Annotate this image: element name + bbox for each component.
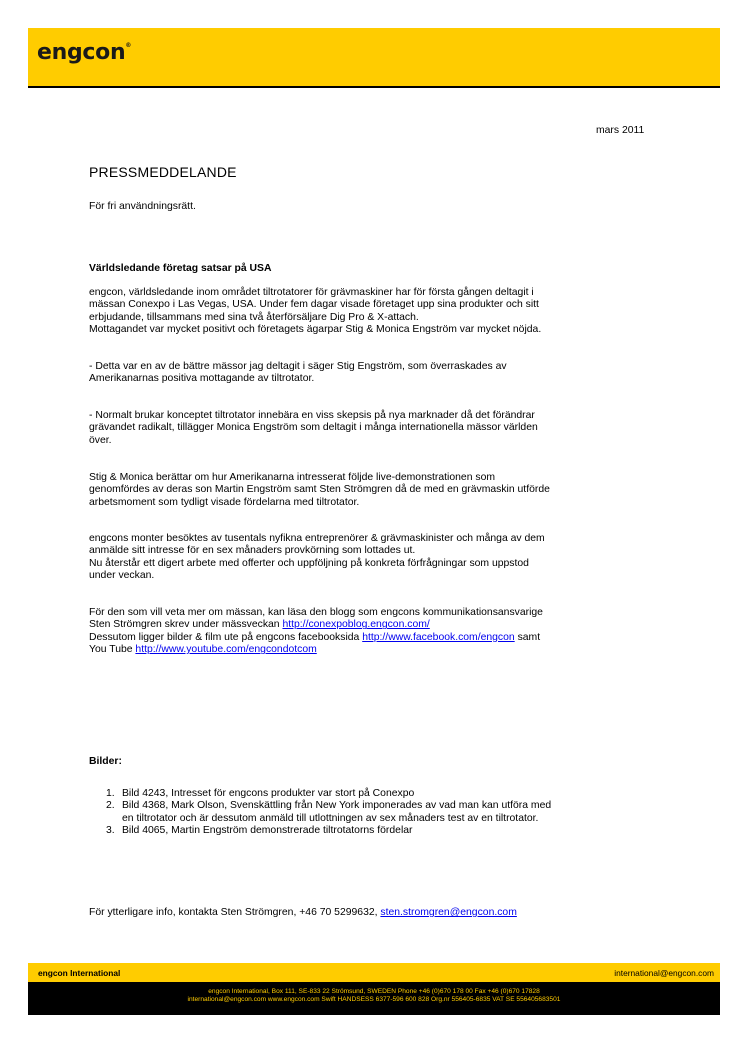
- contact-line: [89, 907, 689, 919]
- paragraph-5: [89, 533, 689, 583]
- text-line: grävandet radikalt, tillägger Monica Engström som deltagit i många internationella mässor världen: [89, 422, 538, 434]
- engcon-logo: [37, 40, 131, 65]
- document-subtitle: För fri användningsrätt.: [89, 201, 196, 212]
- document-title: PRESSMEDDELANDE: [89, 164, 237, 180]
- text-segment: samt: [514, 631, 541, 643]
- text-line: anmälde sitt intresse för en sex månaders provkörning som lottades ut.: [89, 545, 416, 557]
- text-line: en tiltrotator och är dessutom anmäld till utlottningen av sex månaders test av en tiltrotator.: [122, 812, 539, 824]
- footer-registration-line: international@engcon.com www.engcon.com Swift HANDSESS 6377-596 600 828 Org.nr 556405-6835 VAT SE 556405683501: [187, 996, 561, 1004]
- images-heading: Bilder:: [89, 756, 122, 767]
- text-line: engcons monter besöktes av tusentals nyfikna entreprenörer & grävmaskinister och många av dem: [89, 533, 545, 544]
- text-line: Bild 4065, Martin Engström demonstrerade tiltrotatorns fördelar: [122, 825, 413, 837]
- text-line: under veckan.: [89, 570, 155, 582]
- list-number: 2.: [106, 800, 115, 812]
- text-line: Stig & Monica berättar om hur Amerikanarna intresserat följde live-demonstrationen som: [89, 472, 496, 483]
- article-heading: Världsledande företag satsar på USA: [89, 263, 272, 274]
- list-number: 3.: [106, 825, 115, 837]
- header-band: [28, 28, 720, 88]
- list-item: [106, 788, 686, 800]
- footer-address-block: [28, 982, 720, 1015]
- list-item: [106, 800, 686, 825]
- text-line: arbetsmoment som tydligt visade fördelarna med tiltrotator.: [89, 496, 360, 508]
- text-line: erbjudande, tillsammans med sina två återförsäljare Dig Pro & X-attach.: [89, 311, 419, 323]
- text-line: Mottagandet var mycket positivt och företagets ägarpar Stig & Monica Engström var mycket nöjda.: [89, 324, 542, 336]
- text-line: Bild 4243, Intresset för engcons produkter var stort på Conexpo: [122, 788, 415, 799]
- conexpo-blog-link[interactable]: http://conexpoblog.engcon.com/: [282, 619, 430, 631]
- contact-email-link[interactable]: sten.stromgren@engcon.com: [380, 907, 517, 918]
- text-line: Nu återstår ett digert arbete med offerter och uppföljning på konkreta förfrågningar som uppstod: [89, 557, 529, 569]
- footer-company: engcon International: [38, 968, 121, 978]
- paragraph-6: [89, 607, 689, 657]
- text-segment: Dessutom ligger bilder & film ute på engcons facebooksida: [89, 631, 363, 643]
- youtube-link[interactable]: http://www.youtube.com/engcondotcom: [135, 644, 317, 656]
- text-segment: Sten Strömgren skrev under mässveckan: [89, 619, 283, 631]
- footer-address-line: engcon International, Box 111, SE-833 22 Strömsund, SWEDEN Phone +46 (0)670 178 00 Fax +46 (0)670 17828: [208, 988, 540, 995]
- text-line: [89, 644, 689, 656]
- logo-registered-mark: ®: [125, 42, 132, 49]
- paragraph-4: [89, 472, 689, 509]
- images-list: [106, 788, 686, 838]
- text-line: genomfördes av deras son Martin Engström samt Sten Strömgren då de med en grävmaskin utförde: [89, 484, 550, 496]
- footer-band: [28, 963, 720, 982]
- text-line: [89, 632, 689, 644]
- text-line: mässan Conexpo i Las Vegas, USA. Under fem dagar visade företaget upp sina produkter och sitt: [89, 299, 539, 311]
- list-item: [106, 825, 686, 837]
- document-date: mars 2011: [596, 125, 645, 136]
- contact-text: För ytterligare info, kontakta Sten Strömgren, +46 70 5299632,: [89, 907, 381, 918]
- text-line: För den som vill veta mer om mässan, kan läsa den blogg som engcons kommunikationsansvarige: [89, 607, 543, 618]
- text-line: - Detta var en av de bättre mässor jag deltagit i säger Stig Engström, som överraskades av: [89, 361, 507, 372]
- text-segment: You Tube: [89, 644, 136, 656]
- text-line: Bild 4368, Mark Olson, Svenskättling från New York imponerades av vad man kan utföra med: [122, 800, 552, 812]
- text-line: engcon, världsledande inom området tiltrotatorer för grävmaskiner har för första gången deltagit i: [89, 287, 534, 298]
- paragraph-2: [89, 361, 689, 386]
- footer-email: international@engcon.com: [614, 968, 714, 978]
- paragraph-1: [89, 287, 689, 337]
- text-line: - Normalt brukar konceptet tiltrotator innebära en viss skepsis på nya marknader då det förändrar: [89, 410, 535, 421]
- paragraph-3: [89, 410, 689, 447]
- list-number: 1.: [106, 788, 115, 799]
- text-line: över.: [89, 434, 112, 446]
- facebook-link[interactable]: http://www.facebook.com/engcon: [362, 631, 515, 643]
- text-line: [89, 619, 689, 631]
- logo-text: engcon: [37, 40, 126, 65]
- text-line: Amerikanarnas positiva mottagande av tiltrotator.: [89, 373, 315, 385]
